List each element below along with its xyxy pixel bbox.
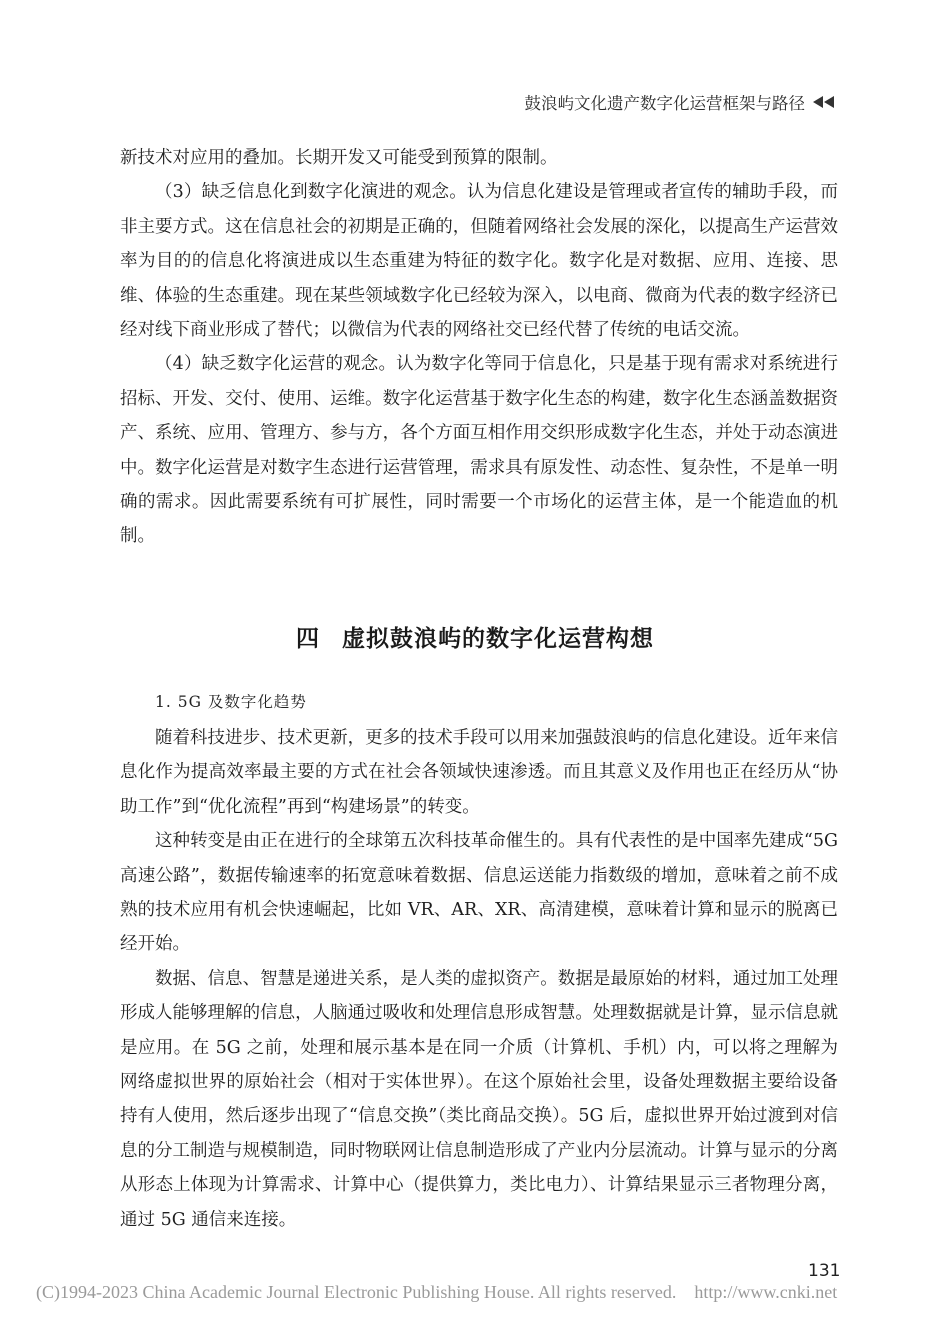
paragraph: 随着科技进步、技术更新，更多的技术手段可以用来加强鼓浪屿的信息化建设。近年来信息化作为提高效率最主要的方式在社会各领域快速渗透。而且其意义及作用也正在经历从“协助工作”到“优化流程”再到“构建场景”的转变。 (120, 728, 838, 817)
copyright-text: (C)1994-2023 China Academic Journal Electronic Publishing House. All rights reserved. (36, 1282, 677, 1302)
paragraph: 新技术对应用的叠加。长期开发又可能受到预算的限制。 (120, 148, 558, 168)
section-number: 四 (296, 626, 320, 652)
running-header (525, 90, 836, 114)
paragraph: （3）缺乏信息化到数字化演进的观念。认为信息化建设是管理或者宣传的辅助手段，而非主要方式。这在信息社会的初期是正确的，但随着网络社会发展的深化，以提高生产运营效率为目的的信息化将演进成以生态重建为特征的数字化。数字化是对数据、应用、连接、思维、体验的生态重建。现在某些领域数字化已经较为深入，以电商、微商为代表的数字经济已经对线下商业形成了替代；以微信为代表的网络社交已经代替了传统的电话交流。 (120, 182, 838, 341)
subsection-heading: 1. 5G 及数字化趋势 (155, 693, 307, 711)
body-text-bottom (120, 721, 838, 1237)
copyright-footer (36, 1282, 837, 1303)
page-number: 131 (808, 1261, 841, 1281)
section-title: 虚拟鼓浪屿的数字化运营构想 (342, 626, 654, 652)
running-header-title: 鼓浪屿文化遗产数字化运营框架与路径 (524, 94, 805, 113)
paragraph: 这种转变是由正在进行的全球第五次科技革命催生的。具有代表性的是中国率先建成“5G 高速公路”，数据传输速率的拓宽意味着数据、信息运送能力指数级的增加，意味着之前不成熟的技术应用有机会快速崛起，比如 VR、AR、XR、高清建模，意味着计算和显示的脱离已经开始。 (120, 831, 838, 955)
body-text-top (120, 141, 838, 554)
double-left-arrow-icon (813, 96, 835, 108)
footer-url: http://www.cnki.net (694, 1282, 838, 1302)
paragraph: 数据、信息、智慧是递进关系，是人类的虚拟资产。数据是最原始的材料，通过加工处理形成人能够理解的信息，人脑通过吸收和处理信息形成智慧。处理数据就是计算，显示信息就是应用。在 5G 之前，处理和展示基本是在同一介质（计算机、手机）内，可以将之理解为网络虚拟世界的原始社会（相对于实体世界）。在这个原始社会里，设备处理数据主要给设备持有人使用，然后逐步出现了“信息交换”（类比商品交换）。5G 后，虚拟世界开始过渡到对信息的分工制造与规模制造，同时物联网让信息制造形成了产业内分层流动。计算与显示的分离从形态上体现为计算需求、计算中心（提供算力，类比电力）、计算结果显示三者物理分离，通过 5G 通信来连接。 (120, 968, 838, 1230)
paragraph: （4）缺乏数字化运营的观念。认为数字化等同于信息化，只是基于现有需求对系统进行招标、开发、交付、使用、运维。数字化运营基于数字化生态的构建，数字化生态涵盖数据资产、系统、应用、管理方、参与方，各个方面互相作用交织形成数字化生态，并处于动态演进中。数字化运营是对数字生态进行运营管理，需求具有原发性、动态性、复杂性，不是单一明确的需求。因此需要系统有可扩展性，同时需要一个市场化的运营主体，是一个能造血的机制。 (120, 354, 838, 547)
section-heading (0, 620, 950, 653)
